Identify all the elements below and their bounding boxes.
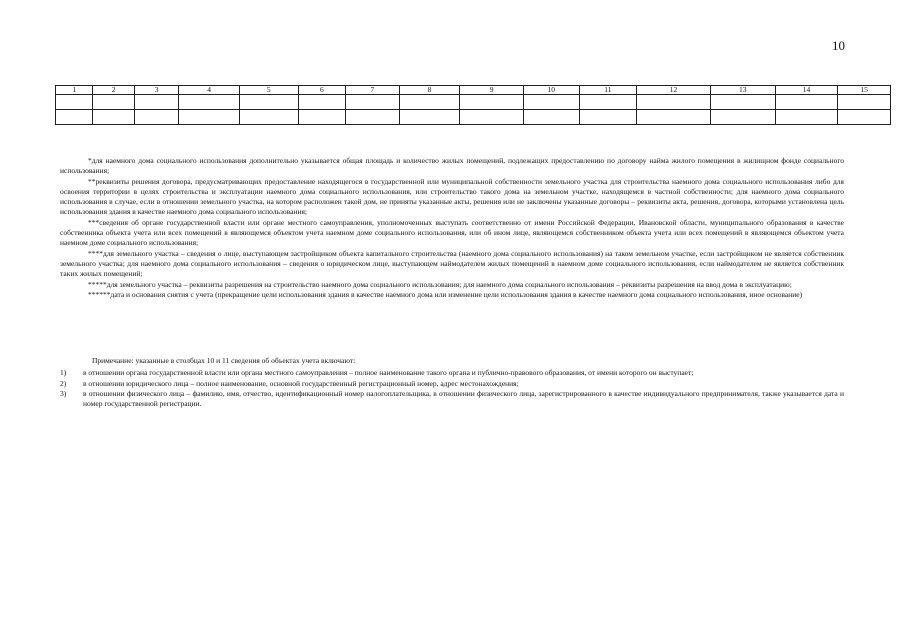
table-cell bbox=[134, 95, 178, 110]
note-section bbox=[60, 356, 844, 409]
column-header: 5 bbox=[239, 86, 298, 95]
table-cell bbox=[239, 110, 298, 125]
note-title: Примечание: указанные в столбцах 10 и 11 сведения об объектах учета включают: bbox=[92, 356, 356, 365]
footnotes bbox=[60, 156, 844, 300]
column-header: 6 bbox=[298, 86, 346, 95]
table-cell bbox=[298, 110, 346, 125]
note-list bbox=[60, 368, 844, 409]
table-cell bbox=[637, 110, 711, 125]
column-header: 9 bbox=[460, 86, 524, 95]
footnote: *****для земельного участка – реквизиты разрешения на строительство наемного дома социального использования; для наемного дома социального использования – реквизиты разрешения на ввод дома в эксплуатацию; bbox=[88, 279, 792, 289]
page-number: 10 bbox=[832, 38, 845, 53]
table-cell bbox=[399, 95, 460, 110]
list-item-text: в отношении физического лица – фамилию, имя, отчество, идентификационный номер налогоплательщика, в отношении физического лица, зарегистрированного в качестве индивидуального предпринимателя, также указывается дата и номер государственной регистрации. bbox=[83, 388, 844, 409]
table-cell bbox=[134, 110, 178, 125]
list-item-number: 2) bbox=[60, 378, 67, 388]
data-table bbox=[55, 85, 891, 125]
table-cell bbox=[775, 110, 838, 125]
column-header: 10 bbox=[523, 86, 579, 95]
table-cell bbox=[710, 95, 775, 110]
footnote: ***сведения об органе государственной власти или органе местного самоуправления, уполномоченных выступать соответственно от имени Российской Федерации, Ивановской области, муниципального образования в качестве собственника объекта учета или всех помещений в являющемся объектом учета наемном доме социального использования, или об ином лице, являющемся собственником объекта учета или всех помещений в являющемся объектом учета наемном доме социального использования; bbox=[60, 217, 844, 248]
footnote: *для наемного дома социального использования дополнительно указывается общая площадь и количество жилых помещений, подлежащих предоставлению по договору найма жилого помещения в жилищном фонде социального использования; bbox=[60, 156, 844, 176]
column-header: 12 bbox=[637, 86, 711, 95]
column-header: 8 bbox=[399, 86, 460, 95]
table-cell bbox=[460, 95, 524, 110]
column-header: 3 bbox=[134, 86, 178, 95]
column-header: 11 bbox=[579, 86, 637, 95]
list-item-number: 1) bbox=[60, 368, 67, 378]
table-header-row bbox=[56, 86, 891, 95]
table-row bbox=[56, 95, 891, 110]
table-cell bbox=[239, 95, 298, 110]
table-cell bbox=[838, 95, 891, 110]
column-header: 1 bbox=[56, 86, 93, 95]
table-cell bbox=[346, 95, 400, 110]
list-item bbox=[60, 379, 844, 389]
table-cell bbox=[93, 110, 134, 125]
list-item-number: 3) bbox=[60, 388, 67, 398]
table-cell bbox=[579, 110, 637, 125]
list-item-text: в отношении юридического лица – полное наименование, основной государственный регистрационный номер, адрес местонахождения; bbox=[83, 378, 519, 388]
table-cell bbox=[298, 95, 346, 110]
table-cell bbox=[523, 95, 579, 110]
column-header: 14 bbox=[775, 86, 838, 95]
column-header: 13 bbox=[710, 86, 775, 95]
table-cell bbox=[460, 110, 524, 125]
table-cell bbox=[637, 95, 711, 110]
column-header: 4 bbox=[179, 86, 240, 95]
table-cell bbox=[838, 110, 891, 125]
table-cell bbox=[179, 95, 240, 110]
table-cell bbox=[56, 110, 93, 125]
column-header: 7 bbox=[346, 86, 400, 95]
table-row bbox=[56, 110, 891, 125]
table-cell bbox=[579, 95, 637, 110]
list-item bbox=[60, 389, 844, 410]
table-cell bbox=[179, 110, 240, 125]
table-cell bbox=[710, 110, 775, 125]
footnote: ****для земельного участка – сведения о лице, выступающем застройщиком объекта капитального строительства (наемного дома социального использования) на таком земельном участке, если застройщиком не является собственник земельного участка; для наемного дома социального использования – сведения о юридическом лице, выступающем наймодателем жилых помещений в наемном доме социального использования, если наймодателем не является собственник таких жилых помещений; bbox=[60, 248, 844, 279]
table-cell bbox=[399, 110, 460, 125]
column-header: 2 bbox=[93, 86, 134, 95]
table-cell bbox=[523, 110, 579, 125]
footnote: ******дата и основания снятия с учета (прекращение цели использования здания в качестве наемного дома или изменение цели использования здания в качестве наемного дома социального использования, иное основание) bbox=[88, 289, 803, 299]
footnote: **реквизиты решения договора, предусматривающих предоставление находящегося в государственной или муниципальной собственности земельного участка для строительства наемного дома социального использования либо для освоения территории в целях строительства и эксплуатации наемного дома социального использования, или строительство такого дома на земельном участке, находящемся в частной собственности; для наемного дома социального использования в случае, если в отношении земельного участка, на котором расположен такой дом, не приняты указанные акты, решения или не заключены указанные договоры – реквизиты акта, решения, договора, которыми установлена цель использования здания в качестве наемного дома социального использования; bbox=[60, 176, 844, 217]
table-cell bbox=[93, 95, 134, 110]
table-cell bbox=[346, 110, 400, 125]
column-header: 15 bbox=[838, 86, 891, 95]
list-item bbox=[60, 368, 844, 378]
table-cell bbox=[56, 95, 93, 110]
list-item-text: в отношении органа государственной власти или органа местного самоуправления – полное наименование такого органа и публично-правового образования, от имени которого он выступает; bbox=[83, 368, 694, 378]
table-cell bbox=[775, 95, 838, 110]
